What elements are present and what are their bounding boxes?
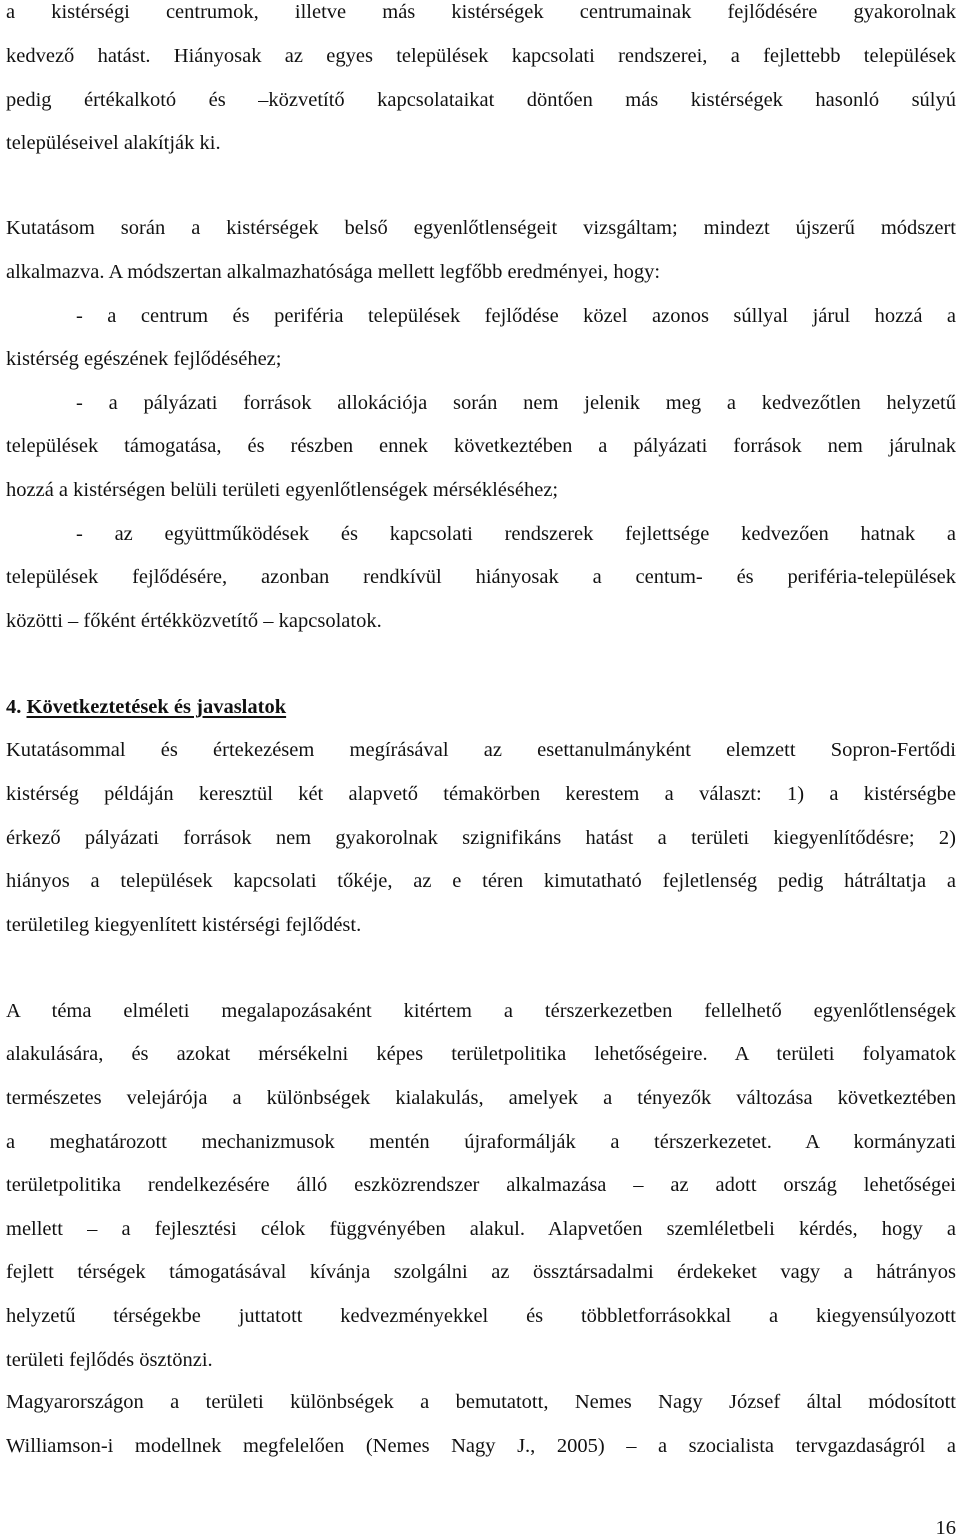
text-line: pedig értékalkotó és –közvetítő kapcsolataikat döntően más kistérségek hasonló súlyú <box>6 89 956 111</box>
text-line: hiányos a települések kapcsolati tőkéje, az e téren kimutatható fejletlenség pedig hátráltatja a <box>6 870 956 892</box>
text-line: alkalmazva. A módszertan alkalmazhatósága mellett legfőbb eredményei, hogy: <box>6 261 661 283</box>
text-line: területpolitika rendelkezésére álló eszközrendszer alkalmazása – az adott ország lehetőségei <box>6 1174 956 1196</box>
text-line: területileg kiegyenlített kistérségi fejlődést. <box>6 914 362 936</box>
text-line: kistérség példáján keresztül két alapvető témakörben kerestem a választ: 1) a kistérségbe <box>6 783 956 805</box>
text-line: helyzetű térségekbe juttatott kedvezményekkel és többletforrásokkal a kiegyensúlyozott <box>6 1305 956 1327</box>
section-number: 4. <box>6 696 22 718</box>
text-line: érkező pályázati források nem gyakorolnak szignifikáns hatást a területi kiegyenlítődésre; 2) <box>6 827 956 849</box>
list-item-line: hozzá a kistérségen belüli területi egyenlőtlenségek mérsékléséhez; <box>6 479 559 501</box>
text-line: mellett – a fejlesztési célok függvényében alakul. Alapvetően szemléletbeli kérdés, hogy a <box>6 1218 956 1240</box>
text-line: Magyarországon a területi különbségek a bemutatott, Nemes Nagy József által módosított <box>6 1391 956 1413</box>
text-line: a kistérségi centrumok, illetve más kistérségek centrumainak fejlődésére gyakorolnak <box>6 1 956 23</box>
list-item-line: - a pályázati források allokációja során nem jelenik meg a kedvezőtlen helyzetű <box>76 392 956 414</box>
text-line: Williamson-i modellnek megfelelően (Nemes Nagy J., 2005) – a szocialista tervgazdaságról a <box>6 1435 956 1457</box>
text-line: Kutatásom során a kistérségek belső egyenlőtlenségeit vizsgáltam; mindezt újszerű módszert <box>6 217 956 239</box>
list-item-line: közötti – főként értékközvetítő – kapcsolatok. <box>6 610 382 632</box>
text-line: alakulására, és azokat mérsékelni képes területpolitika lehetőségeire. A területi folyamatok <box>6 1043 956 1065</box>
list-item-line: kistérség egészének fejlődéséhez; <box>6 348 282 370</box>
text-line: kedvező hatást. Hiányosak az egyes települések kapcsolati rendszerei, a fejlettebb települések <box>6 45 956 67</box>
text-line: A téma elméleti megalapozásaként kitértem a térszerkezetben fellelhető egyenlőtlenségek <box>6 1000 956 1022</box>
text-line: településeivel alakítják ki. <box>6 132 221 154</box>
list-item-line: - a centrum és periféria települések fejlődése közel azonos súllyal járul hozzá a <box>76 305 956 327</box>
text-line: fejlett térségek támogatásával kívánja szolgálni az össztársadalmi érdekeket vagy a hátrányos <box>6 1261 956 1283</box>
text-line: a meghatározott mechanizmusok mentén újraformálják a térszerkezetet. A kormányzati <box>6 1131 956 1153</box>
list-item-line: települések támogatása, és részben ennek következtében a pályázati források nem járulnak <box>6 435 956 457</box>
section-title: Következtetések és javaslatok <box>26 696 287 718</box>
text-line: területi fejlődés ösztönzi. <box>6 1349 213 1371</box>
section-heading <box>6 695 286 719</box>
list-item-line: települések fejlődésére, azonban rendkívül hiányosak a centum- és periféria-települések <box>6 566 956 588</box>
text-line: természetes velejárója a különbségek kialakulás, amelyek a tényezők változása következtében <box>6 1087 956 1109</box>
page-number: 16 <box>935 1517 956 1539</box>
text-line: Kutatásommal és értekezésem megírásával az esettanulmányként elemzett Sopron-Fertődi <box>6 739 956 761</box>
list-item-line: - az együttműködések és kapcsolati rendszerek fejlettsége kedvezően hatnak a <box>76 523 956 545</box>
